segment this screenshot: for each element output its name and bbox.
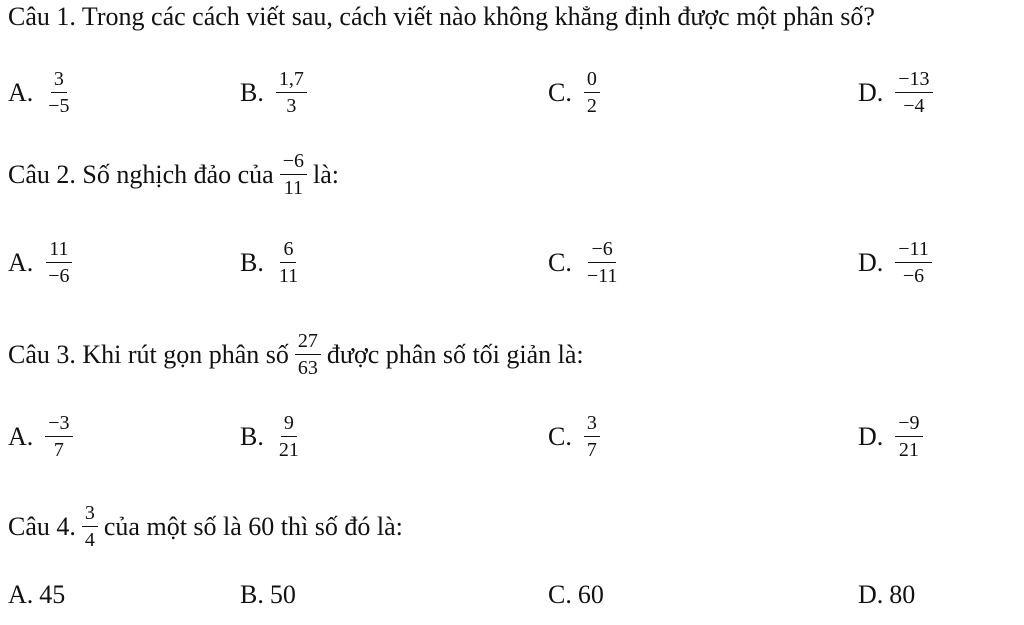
option-label: A. — [8, 77, 34, 107]
option-value: 45 — [39, 580, 66, 609]
option-value: 80 — [889, 580, 916, 609]
question-4-prompt — [8, 502, 403, 551]
numerator: −3 — [45, 412, 72, 437]
numerator: 27 — [295, 330, 321, 355]
q4-option-a[interactable] — [8, 580, 65, 610]
option-fraction — [45, 238, 72, 287]
q2-option-d[interactable] — [858, 238, 938, 287]
option-label: D. — [858, 421, 884, 451]
numerator: 11 — [46, 238, 71, 263]
option-label: D. — [858, 247, 884, 277]
numerator: 0 — [584, 68, 600, 93]
question-3-text-after: được phân số tối giản là: — [326, 339, 584, 369]
option-label: C. — [548, 421, 572, 451]
numerator: 3 — [82, 502, 98, 527]
q3-option-b[interactable] — [240, 412, 308, 461]
denominator: 21 — [278, 439, 299, 461]
numerator: −13 — [895, 68, 932, 93]
option-label: D. — [858, 580, 884, 609]
q2-option-a[interactable] — [8, 238, 79, 287]
numerator: 6 — [280, 238, 296, 263]
option-fraction — [584, 238, 621, 287]
denominator: 11 — [283, 177, 303, 199]
numerator: −6 — [280, 150, 307, 175]
q4-option-d[interactable] — [858, 580, 915, 610]
q3-option-a[interactable] — [8, 412, 79, 461]
option-fraction — [276, 68, 307, 117]
denominator: 21 — [898, 439, 919, 461]
q1-option-a[interactable] — [8, 68, 79, 117]
denominator: −6 — [48, 265, 70, 287]
numerator: 3 — [51, 68, 67, 93]
q2-option-c[interactable] — [548, 238, 626, 287]
option-label: B. — [240, 77, 264, 107]
denominator: 2 — [586, 95, 597, 117]
option-label: C. — [548, 77, 572, 107]
option-fraction — [276, 412, 302, 461]
q1-option-c[interactable] — [548, 68, 606, 117]
option-label: C. — [548, 580, 572, 609]
option-label: A. — [8, 247, 34, 277]
option-fraction — [276, 238, 301, 287]
question-2-fraction — [280, 150, 307, 199]
numerator: 1,7 — [276, 68, 307, 93]
question-2-text: Câu 2. Số nghịch đảo của — [8, 159, 274, 189]
question-1-text: Câu 1. Trong các cách viết sau, cách viết nào không khẳng định được một phân số? — [8, 2, 875, 31]
q1-option-d[interactable] — [858, 68, 939, 117]
option-fraction — [584, 412, 600, 461]
question-2-text-after: là: — [313, 159, 340, 189]
q4-option-b[interactable] — [240, 580, 296, 610]
option-label: B. — [240, 247, 264, 277]
question-2-prompt — [8, 150, 339, 199]
option-fraction — [45, 68, 72, 117]
option-value: 50 — [269, 580, 296, 609]
option-fraction — [895, 68, 932, 117]
numerator: −9 — [895, 412, 922, 437]
denominator: 63 — [297, 357, 318, 379]
numerator: 9 — [281, 412, 297, 437]
option-label: A. — [8, 580, 34, 609]
option-label: C. — [548, 247, 572, 277]
option-fraction — [584, 68, 600, 117]
q3-option-c[interactable] — [548, 412, 606, 461]
numerator: −6 — [588, 238, 615, 263]
option-fraction — [895, 412, 922, 461]
q1-option-b[interactable] — [240, 68, 313, 117]
denominator: 11 — [278, 265, 299, 287]
question-4-fraction — [82, 502, 98, 551]
question-4-text: Câu 4. — [8, 511, 76, 541]
denominator: 4 — [84, 529, 95, 551]
question-1-prompt — [8, 2, 875, 32]
denominator: 7 — [586, 439, 597, 461]
option-value: 60 — [577, 580, 604, 609]
option-label: A. — [8, 421, 34, 451]
option-label: D. — [858, 77, 884, 107]
denominator: −5 — [48, 95, 70, 117]
numerator: 3 — [584, 412, 600, 437]
denominator: −6 — [902, 265, 925, 287]
question-3-prompt — [8, 330, 584, 379]
q2-option-b[interactable] — [240, 238, 307, 287]
option-label: B. — [240, 421, 264, 451]
q3-option-d[interactable] — [858, 412, 929, 461]
option-label: B. — [240, 580, 264, 609]
denominator: 3 — [286, 95, 297, 117]
option-fraction — [895, 238, 932, 287]
q4-option-c[interactable] — [548, 580, 604, 610]
denominator: 7 — [53, 439, 64, 461]
question-3-text: Câu 3. Khi rút gọn phân số — [8, 339, 289, 369]
denominator: −4 — [903, 95, 925, 117]
numerator: −11 — [895, 238, 932, 263]
question-3-fraction — [295, 330, 321, 379]
denominator: −11 — [586, 265, 618, 287]
question-4-text-after: của một số là 60 thì số đó là: — [103, 511, 403, 541]
option-fraction — [45, 412, 72, 461]
